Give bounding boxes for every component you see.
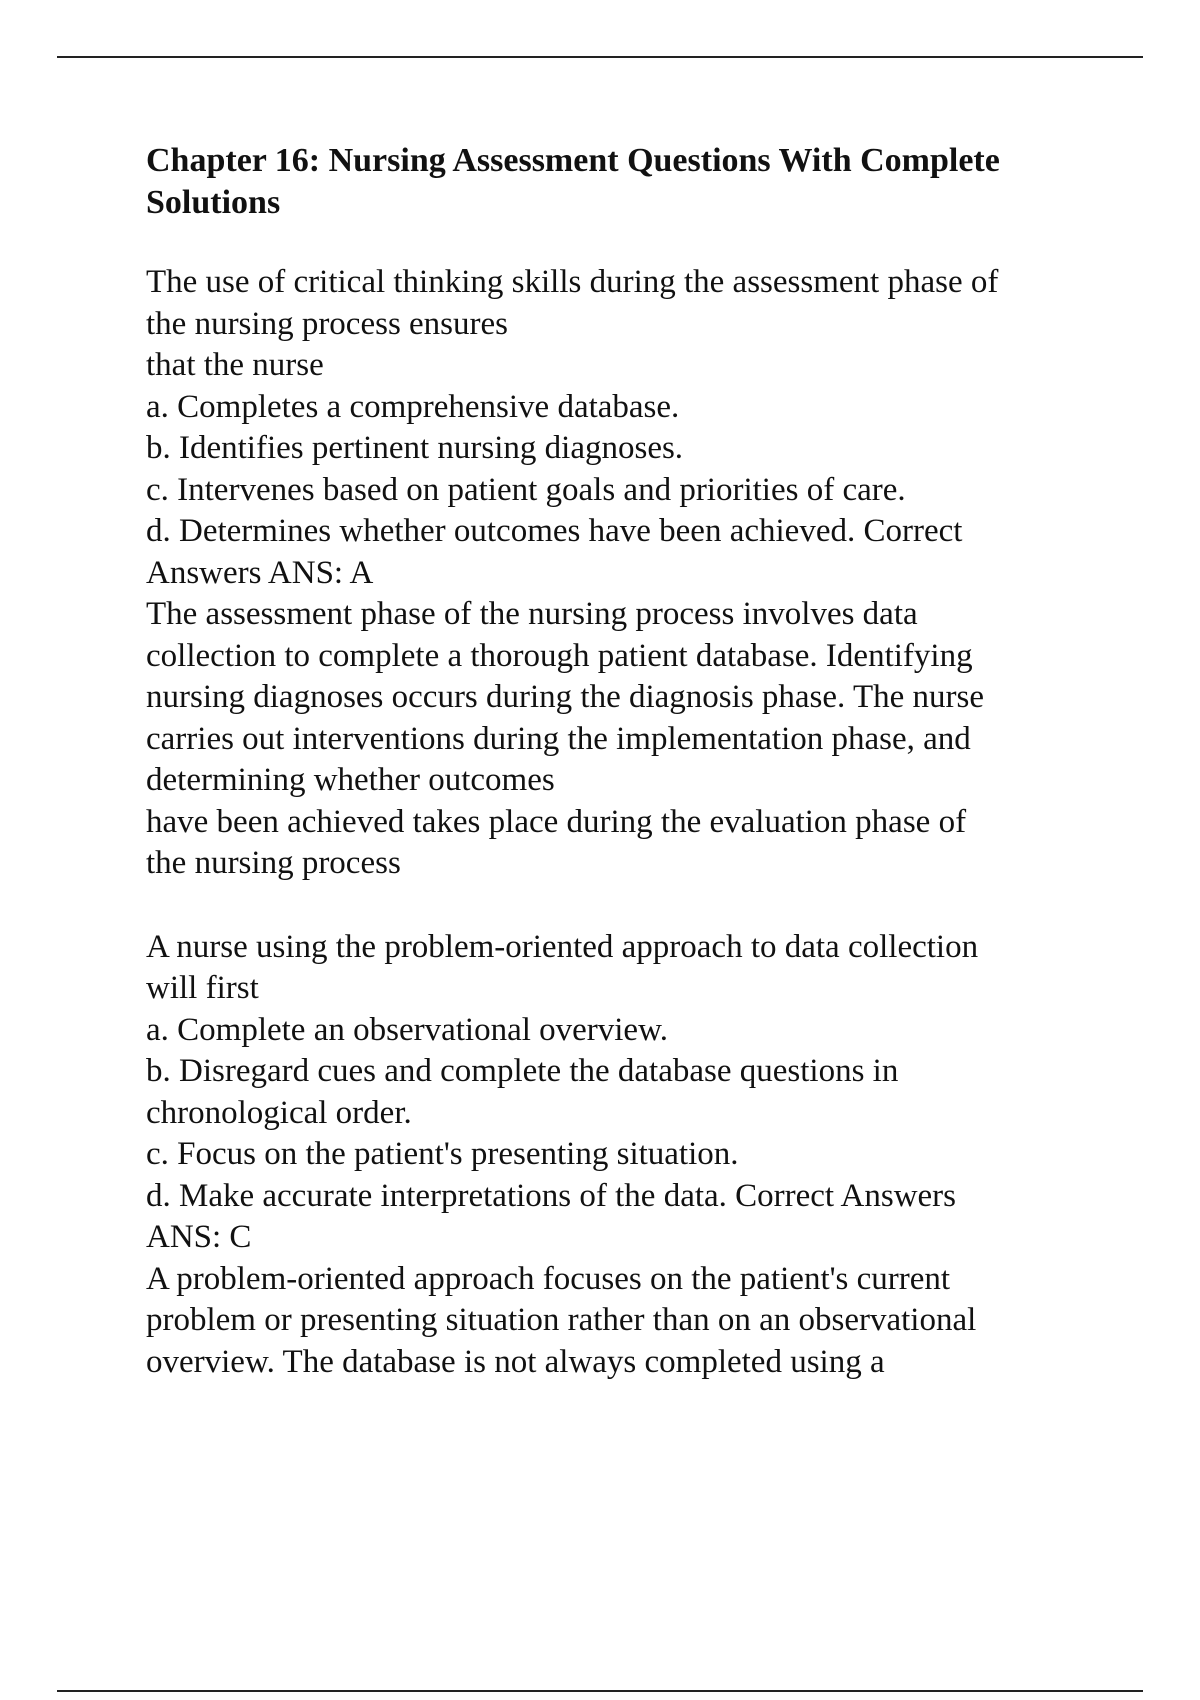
question-1-rationale-line: have been achieved takes place during the evaluation phase of <box>146 803 967 840</box>
question-2-line: A nurse using the problem-oriented approach to data collection <box>146 928 979 965</box>
question-1-line: the nursing process ensures <box>146 305 509 342</box>
question-1-line: The use of critical thinking skills during the assessment phase of <box>146 264 999 300</box>
question-1-rationale-line: the nursing process <box>146 845 401 881</box>
question-2-option-b: b. Disregard cues and complete the database questions in <box>146 1053 899 1089</box>
document-body <box>146 140 1106 1383</box>
question-1-line: that the nurse <box>146 347 324 383</box>
question-1-rationale-line: The assessment phase of the nursing process involves data <box>146 596 918 632</box>
top-rule <box>57 56 1143 58</box>
question-1-rationale-line: determining whether outcomes <box>146 762 555 798</box>
question-2-option-b-cont: chronological order. <box>146 1094 412 1131</box>
question-1-rationale-line: carries out interventions during the implementation phase, and <box>146 720 971 757</box>
question-2-option-c: c. Focus on the patient's presenting situation. <box>146 1136 739 1172</box>
question-2-option-d: d. Make accurate interpretations of the data. Correct Answers <box>146 1177 957 1214</box>
bottom-rule <box>57 1690 1143 1692</box>
title-line: Solutions <box>146 184 281 221</box>
question-1-answer: Answers ANS: A <box>146 554 374 591</box>
question-2-line: will first <box>146 970 259 1006</box>
question-1-option-d: d. Determines whether outcomes have been achieved. Correct <box>146 513 963 549</box>
question-2 <box>146 927 1106 1384</box>
question-2-rationale-line: problem or presenting situation rather than on an observational <box>146 1302 977 1338</box>
question-1-option-a: a. Completes a comprehensive database. <box>146 388 680 425</box>
question-2-answer: ANS: C <box>146 1219 252 1255</box>
question-1-rationale-line: collection to complete a thorough patient database. Identifying <box>146 637 973 674</box>
question-1-rationale-line: nursing diagnoses occurs during the diagnosis phase. The nurse <box>146 679 984 715</box>
document-title <box>146 140 1106 224</box>
question-1-option-c: c. Intervenes based on patient goals and priorities of care. <box>146 471 906 508</box>
question-2-option-a: a. Complete an observational overview. <box>146 1011 669 1048</box>
question-2-rationale-line: overview. The database is not always completed using a <box>146 1343 885 1380</box>
question-2-rationale-line: A problem-oriented approach focuses on the patient's current <box>146 1260 951 1297</box>
question-1 <box>146 262 1106 885</box>
section-gap <box>146 885 1106 927</box>
question-1-option-b: b. Identifies pertinent nursing diagnoses. <box>146 430 684 466</box>
title-line: Chapter 16: Nursing Assessment Questions With Complete <box>146 142 1000 179</box>
